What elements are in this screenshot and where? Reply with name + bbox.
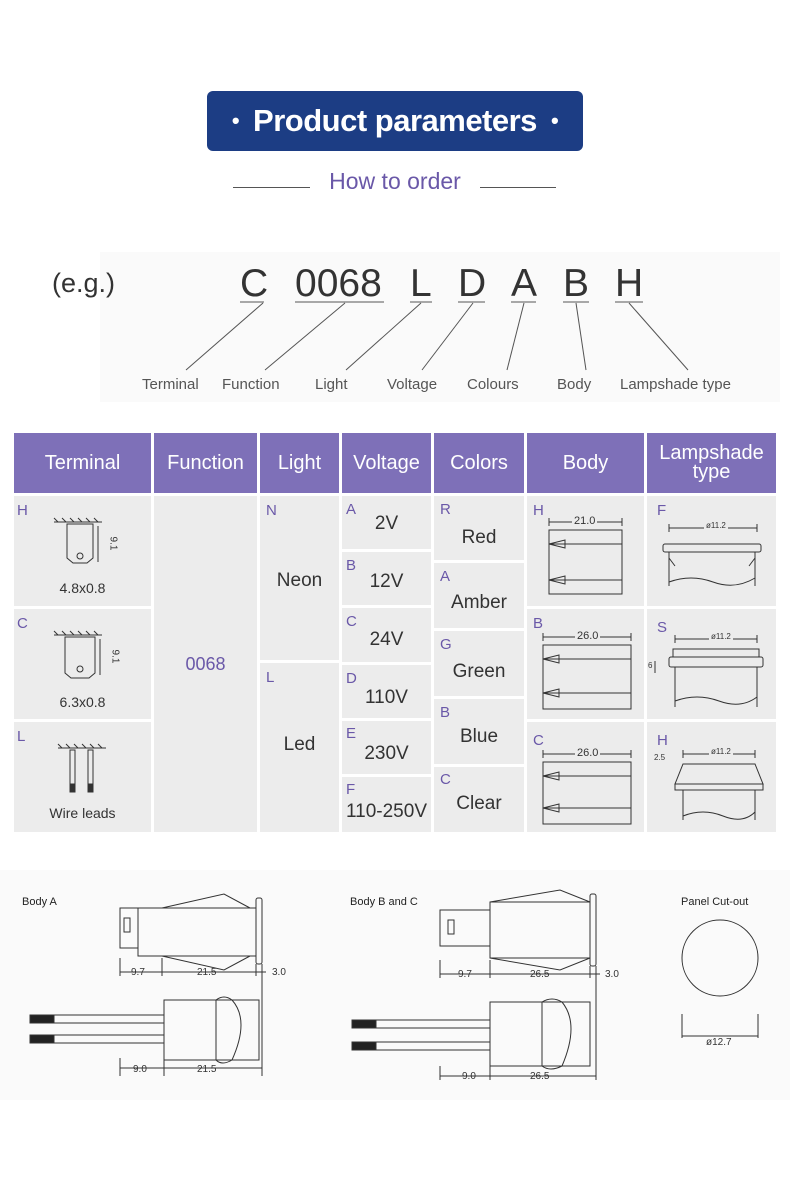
terminal-cell-l — [14, 722, 151, 832]
body-bc-drawing — [330, 880, 630, 1100]
body-bc-title: Body B and C — [350, 896, 418, 908]
bullet: • — [550, 108, 559, 133]
voltage-label: 230V — [364, 743, 409, 764]
lampshade-side-dim: 6 — [648, 661, 653, 670]
cutout-title: Panel Cut-out — [681, 896, 749, 908]
terminal-cell-c — [14, 609, 151, 719]
cutout-drawing — [670, 910, 790, 1050]
header-terminal: Terminal — [14, 433, 151, 493]
voltage-label: 12V — [369, 571, 404, 592]
function-cell — [154, 496, 257, 832]
terminal-dim: 9.1 — [107, 536, 119, 551]
code-voltage: D — [458, 262, 487, 305]
terminal-code: C — [17, 615, 28, 632]
voltage-label: 110-250V — [346, 801, 427, 822]
terminal-label: 6.3x0.8 — [59, 694, 106, 710]
lampshade-dim: ø11.2 — [711, 632, 731, 641]
caption-body: Body — [557, 376, 592, 393]
voltage-label: 24V — [369, 629, 404, 650]
body-bc-dim: 9.0 — [462, 1071, 476, 1082]
terminal-cell-h — [14, 496, 151, 606]
body-bc-dim: 3.0 — [605, 969, 619, 980]
voltage-code: B — [346, 557, 357, 574]
body-a-dim: 21.5 — [197, 967, 217, 978]
header-voltage: Voltage — [342, 433, 431, 493]
voltage-label: 110V — [365, 687, 408, 708]
lampshade-cell-h — [647, 722, 776, 832]
voltage-label: 2V — [374, 513, 399, 534]
voltage-code: A — [346, 501, 357, 518]
voltage-cell — [342, 665, 431, 718]
light-label: Led — [283, 734, 316, 755]
lampshade-cell-s — [647, 609, 776, 719]
caption-voltage: Voltage — [387, 376, 438, 393]
voltage-cell — [342, 552, 431, 605]
voltage-cell — [342, 608, 431, 662]
lampshade-cell-f — [647, 496, 776, 606]
body-a-dim: 21.5 — [197, 1064, 217, 1075]
caption-lampshade: Lampshade type — [620, 376, 731, 393]
body-cell-c — [527, 722, 644, 832]
body-a-drawing — [20, 880, 320, 1100]
lampshade-code: H — [657, 732, 668, 749]
terminal-label: 4.8x0.8 — [59, 580, 106, 596]
lampshade-h-drawing — [647, 722, 776, 832]
light-code: L — [266, 669, 275, 686]
color-cell — [434, 563, 524, 628]
header-colors: Colors — [434, 433, 524, 493]
voltage-cell — [342, 777, 431, 832]
color-label: Amber — [451, 592, 507, 613]
color-code: G — [440, 636, 452, 653]
voltage-code: E — [346, 725, 357, 742]
light-code: N — [266, 502, 277, 519]
body-bc-dim: 9.7 — [458, 969, 472, 980]
color-label: Green — [452, 661, 506, 682]
voltage-code: C — [346, 613, 357, 630]
body-dim: 26.0 — [577, 630, 599, 642]
cutout-dim: ø12.7 — [706, 1037, 732, 1048]
body-cell-b — [527, 609, 644, 719]
example-prefix: (e.g.) — [52, 268, 116, 298]
body-dim: 21.0 — [574, 515, 596, 527]
body-a-title: Body A — [22, 896, 57, 908]
body-a-dim: 9.7 — [131, 967, 145, 978]
header-function: Function — [154, 433, 257, 493]
color-cell — [434, 767, 524, 832]
bullet: • — [231, 108, 240, 133]
caption-terminal: Terminal — [142, 376, 199, 393]
terminal-code: L — [17, 728, 26, 745]
color-cell — [434, 631, 524, 696]
body-c-drawing — [527, 722, 644, 832]
header-lampshade: Lampshade type — [647, 433, 776, 493]
body-code: C — [533, 732, 544, 749]
body-code: B — [533, 615, 544, 632]
light-cell-neon — [260, 496, 339, 660]
body-cell-h — [527, 496, 644, 606]
color-code: A — [440, 568, 451, 585]
light-cell-led — [260, 663, 339, 832]
color-label: Red — [461, 527, 497, 548]
body-a-dim: 3.0 — [272, 967, 286, 978]
lampshade-dim: ø11.2 — [711, 747, 731, 756]
color-code: R — [440, 501, 451, 518]
lampshade-side-dim: 2.5 — [654, 753, 666, 762]
light-label: Neon — [276, 570, 323, 591]
terminal-dim: 9.1 — [109, 649, 121, 664]
header-light: Light — [260, 433, 339, 493]
header-body: Body — [527, 433, 644, 493]
page-title: Product parameters — [253, 103, 537, 138]
body-a-dim: 9.0 — [133, 1064, 147, 1075]
caption-colours: Colours — [467, 376, 519, 393]
lampshade-dim: ø11.2 — [706, 521, 726, 530]
code-lampshade: H — [615, 262, 644, 305]
voltage-cell — [342, 721, 431, 774]
body-code: H — [533, 502, 544, 519]
color-cell — [434, 699, 524, 764]
code-colour: A — [511, 262, 538, 305]
terminal-code: H — [17, 502, 28, 519]
color-label: Clear — [456, 793, 502, 814]
voltage-code: D — [346, 670, 357, 687]
caption-function: Function — [222, 376, 280, 393]
lampshade-code: F — [657, 502, 667, 519]
color-label: Blue — [459, 726, 499, 747]
color-code: B — [440, 704, 451, 721]
code-function: 0068 — [295, 262, 382, 305]
voltage-cell — [342, 496, 431, 549]
code-light: L — [410, 262, 432, 305]
body-dim: 26.0 — [577, 747, 599, 759]
body-bc-dim: 26.5 — [530, 969, 550, 980]
color-cell — [434, 496, 524, 560]
code-body: B — [563, 262, 590, 305]
lampshade-f-drawing — [647, 496, 776, 606]
body-h-drawing — [527, 496, 644, 606]
body-b-drawing — [527, 609, 644, 719]
body-bc-dim: 26.5 — [530, 1071, 550, 1082]
caption-light: Light — [315, 376, 348, 393]
color-code: C — [440, 771, 451, 788]
code-terminal: C — [240, 262, 269, 305]
lampshade-s-drawing — [647, 609, 776, 719]
voltage-code: F — [346, 781, 356, 798]
function-value: 0068 — [185, 654, 226, 674]
lampshade-code: S — [657, 619, 668, 636]
subtitle: How to order — [329, 168, 461, 194]
terminal-label: Wire leads — [49, 805, 116, 821]
